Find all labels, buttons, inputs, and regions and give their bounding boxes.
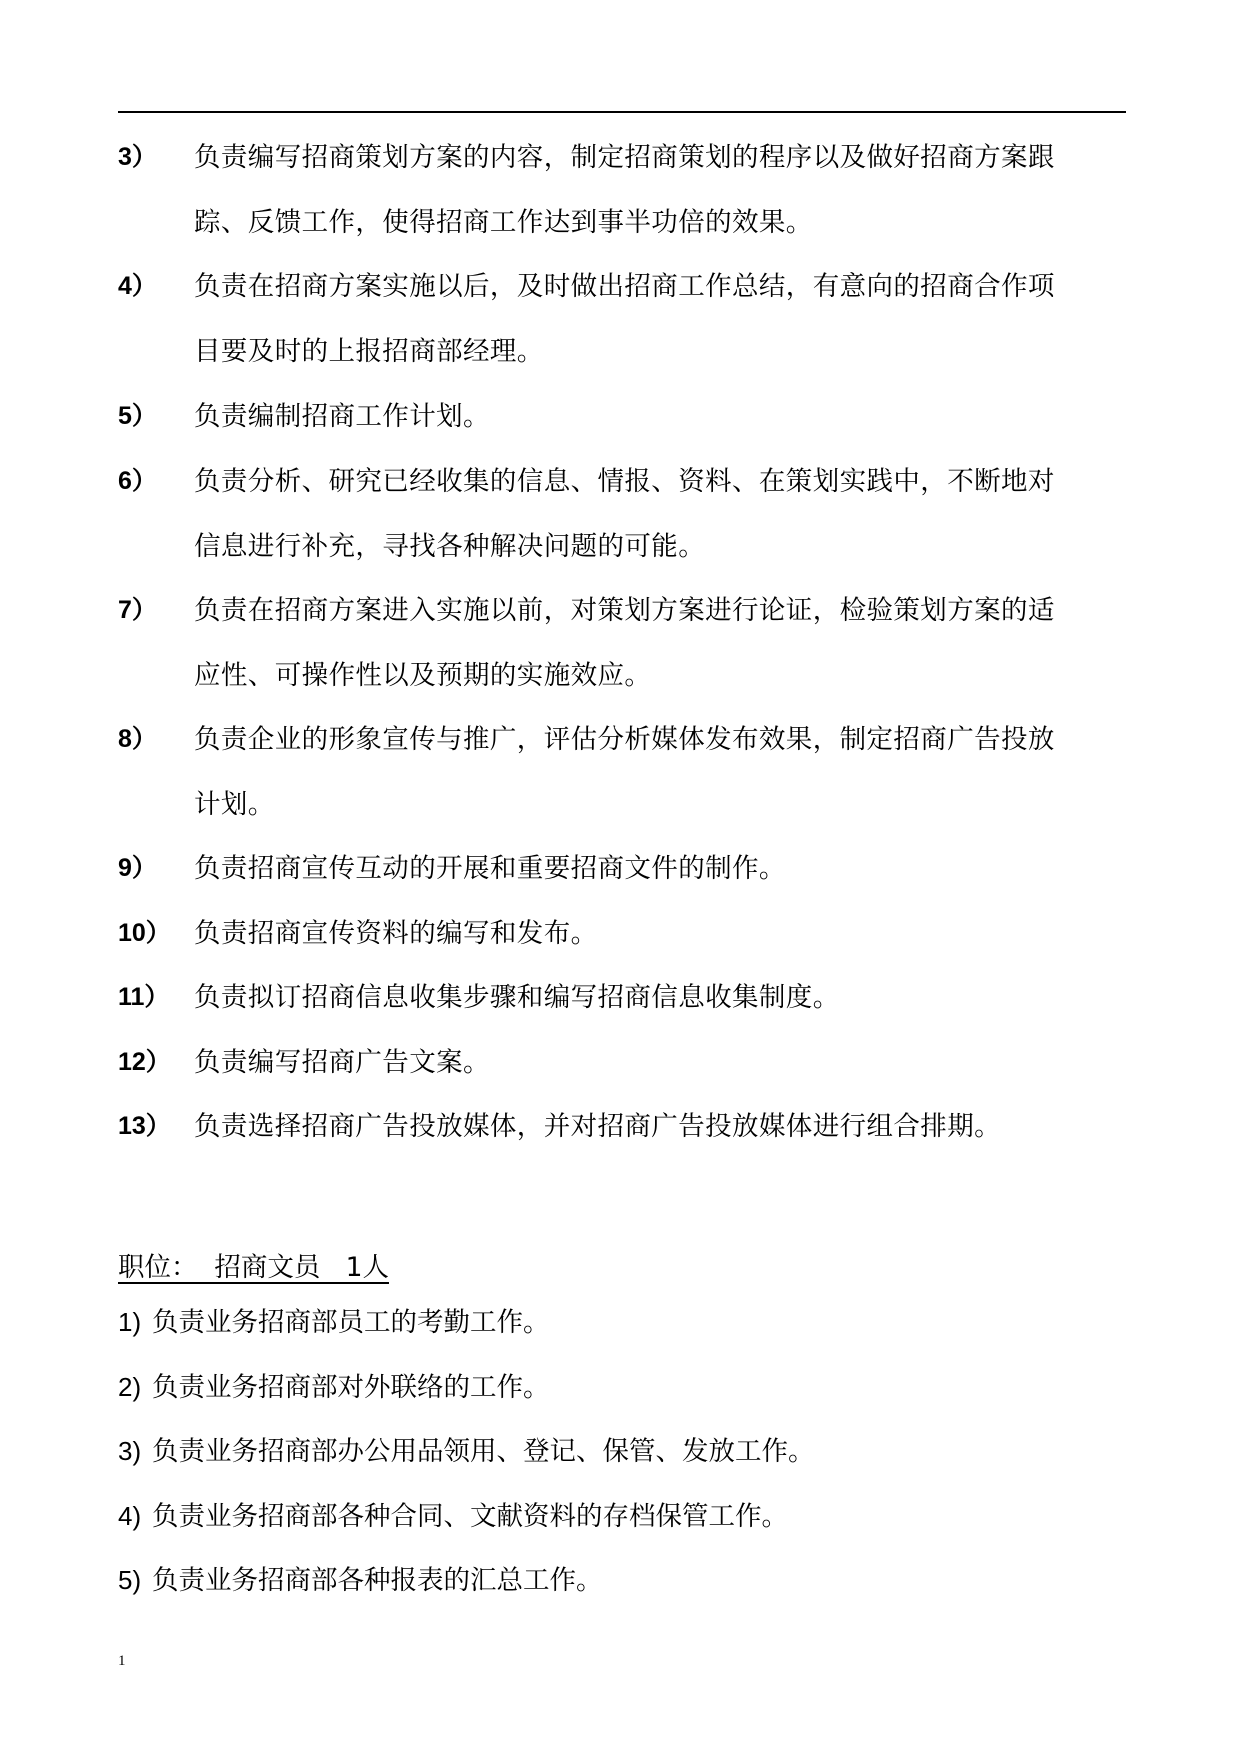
item-text [194,977,1124,1030]
clerk-item [118,1560,1128,1601]
item-number: 9） [118,854,157,882]
clerk-item-text: 负责业务招商部办公用品领用、登记、保管、发放工作。 [152,1436,815,1467]
item-line: 目要及时的上报招商部经理。 [194,336,544,367]
item-number: 11） [118,983,170,1011]
item-number: 6） [118,467,157,495]
clerk-item [118,1496,1128,1537]
item-number: 7） [118,596,157,624]
item-text [194,266,1124,384]
clerk-item-number: 2) [118,1372,142,1402]
clerk-item [118,1367,1128,1408]
clerk-item-number: 4) [118,1501,142,1531]
item-line: 计划。 [194,789,275,820]
clerk-item-text: 负责业务招商部各种合同、文献资料的存档保管工作。 [152,1501,788,1532]
item-number: 8） [118,725,157,753]
clerk-item-text: 负责业务招商部员工的考勤工作。 [152,1307,550,1338]
header-rule [118,111,1126,113]
item-line: 负责招商宣传资料的编写和发布。 [194,918,598,949]
item-line: 负责企业的形象宣传与推广，评估分析媒体发布效果，制定招商广告投放 [194,724,1055,755]
item-text [194,719,1124,837]
item-number: 13） [118,1112,171,1140]
item-text [194,461,1124,579]
item-line: 应性、可操作性以及预期的实施效应。 [194,660,652,691]
item-number: 10） [118,919,171,947]
item-text [194,1042,1124,1095]
item-number: 12） [118,1048,171,1076]
item-line: 负责编制招商工作计划。 [194,401,490,432]
item-line: 负责招商宣传互动的开展和重要招商文件的制作。 [194,853,786,884]
item-line: 踪、反馈工作，使得招商工作达到事半功倍的效果。 [194,207,813,238]
clerk-item-number: 5) [118,1565,142,1595]
clerk-item [118,1302,1128,1343]
item-text [194,1106,1124,1159]
item-text [194,590,1124,708]
item-line: 负责在招商方案实施以后，及时做出招商工作总结，有意向的招商合作项 [194,271,1055,302]
item-text [194,137,1124,255]
position-heading: 职位： 招商文员 1人 [118,1252,389,1283]
page-number: 1 [118,1653,126,1669]
item-line: 负责拟订招商信息收集步骤和编写招商信息收集制度。 [194,982,840,1013]
clerk-item-number: 3) [118,1436,142,1466]
item-number: 4） [118,272,157,300]
item-text [194,913,1124,966]
item-number: 3） [118,143,157,171]
clerk-item-text: 负责业务招商部对外联络的工作。 [152,1372,550,1403]
item-text [194,848,1124,901]
item-line: 负责编写招商策划方案的内容，制定招商策划的程序以及做好招商方案跟 [194,142,1055,173]
item-text [194,396,1124,449]
item-line: 负责编写招商广告文案。 [194,1047,490,1078]
clerk-item-number: 1) [118,1307,142,1337]
item-line: 负责在招商方案进入实施以前，对策划方案进行论证，检验策划方案的适 [194,595,1055,626]
clerk-item [118,1431,1128,1472]
item-line: 负责分析、研究已经收集的信息、情报、资料、在策划实践中，不断地对 [194,466,1055,497]
clerk-item-text: 负责业务招商部各种报表的汇总工作。 [152,1565,603,1596]
item-number: 5） [118,402,157,430]
item-line: 负责选择招商广告投放媒体，并对招商广告投放媒体进行组合排期。 [194,1111,1001,1142]
item-line: 信息进行补充，寻找各种解决问题的可能。 [194,531,706,562]
